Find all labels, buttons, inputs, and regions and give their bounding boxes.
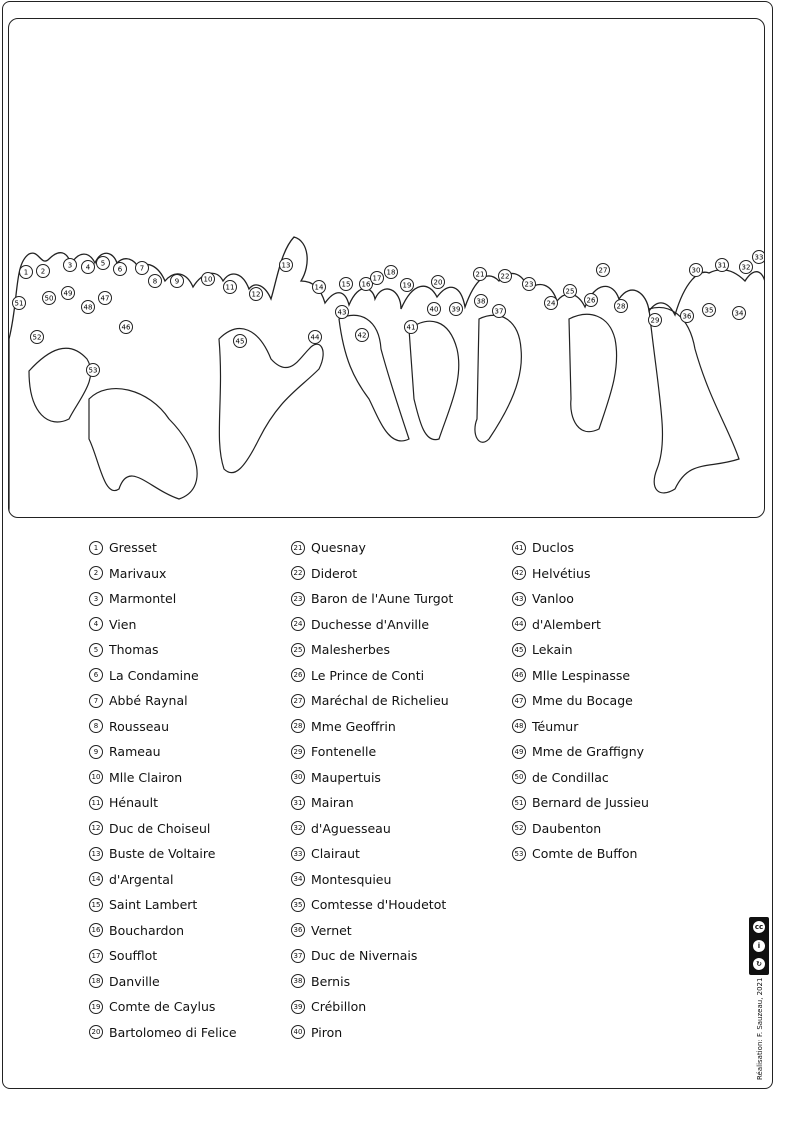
legend-name: Vanloo — [532, 591, 574, 607]
marker-number: 15 — [341, 280, 351, 289]
legend-number: 22 — [291, 566, 305, 580]
marker-number: 30 — [691, 266, 701, 275]
legend-number: 33 — [291, 847, 305, 861]
legend-name: Comte de Buffon — [532, 846, 638, 862]
legend-item — [291, 535, 453, 561]
legend-item — [512, 714, 649, 740]
marker-number: 42 — [357, 331, 367, 340]
legend-item — [89, 994, 237, 1020]
marker-number: 2 — [40, 267, 46, 276]
legend-name: Mlle Lespinasse — [532, 667, 631, 683]
legend-item — [512, 688, 649, 714]
legend-item — [89, 637, 237, 663]
legend-name: Daubenton — [532, 820, 602, 836]
marker-number: 5 — [100, 259, 106, 268]
legend-item — [291, 994, 453, 1020]
legend-name: Hénault — [109, 795, 158, 811]
legend-name: Danville — [109, 973, 160, 989]
legend-number: 25 — [291, 643, 305, 657]
marker-number: 31 — [717, 261, 727, 270]
marker-number: 22 — [500, 272, 510, 281]
legend-item — [512, 586, 649, 612]
marker-number: 6 — [117, 265, 123, 274]
legend-number: 9 — [89, 745, 103, 759]
legend-item — [291, 765, 453, 791]
legend-number: 14 — [89, 872, 103, 886]
marker-number: 49 — [63, 289, 73, 298]
marker-number: 37 — [494, 307, 504, 316]
silhouettes-drawing — [9, 19, 765, 518]
legend-name: Gresset — [109, 540, 157, 556]
legend-item — [512, 765, 649, 791]
marker-number: 46 — [121, 323, 131, 332]
marker-number: 39 — [451, 305, 461, 314]
cc-license-badge — [749, 917, 769, 975]
legend-number: 21 — [291, 541, 305, 555]
legend-number: 31 — [291, 796, 305, 810]
legend-name: Diderot — [311, 565, 358, 581]
legend-name: Duchesse d'Anville — [311, 616, 430, 632]
legend-item — [512, 561, 649, 587]
legend-number: 49 — [512, 745, 526, 759]
legend-item — [512, 663, 649, 689]
marker-number: 14 — [314, 283, 324, 292]
marker-number: 24 — [546, 299, 556, 308]
legend-item — [291, 943, 453, 969]
legend-name: Bernis — [311, 973, 351, 989]
legend-number: 36 — [291, 923, 305, 937]
legend-number: 44 — [512, 617, 526, 631]
legend-item — [512, 816, 649, 842]
legend-number: 38 — [291, 974, 305, 988]
marker-number: 41 — [406, 323, 416, 332]
legend-item — [291, 841, 453, 867]
legend-item — [89, 867, 237, 893]
marker-number: 12 — [251, 290, 261, 299]
legend-name: Téumur — [532, 718, 579, 734]
marker-number: 27 — [598, 266, 608, 275]
legend-item — [89, 739, 237, 765]
legend-item — [291, 790, 453, 816]
legend-name: Bartolomeo di Felice — [109, 1024, 237, 1040]
marker-number: 18 — [386, 268, 396, 277]
marker-number: 7 — [139, 264, 145, 273]
legend-item — [89, 790, 237, 816]
legend-item — [291, 663, 453, 689]
legend-item — [291, 586, 453, 612]
legend-name: d'Argental — [109, 871, 174, 887]
legend-item — [512, 739, 649, 765]
marker-number: 34 — [734, 309, 744, 318]
marker-number: 29 — [650, 316, 660, 325]
legend-number: 51 — [512, 796, 526, 810]
legend-number: 35 — [291, 898, 305, 912]
legend-number: 52 — [512, 821, 526, 835]
marker-number: 32 — [741, 263, 751, 272]
legend-name: Rameau — [109, 744, 161, 760]
legend-item — [89, 969, 237, 995]
legend-item — [291, 969, 453, 995]
legend-item — [512, 637, 649, 663]
legend-name: Marmontel — [109, 591, 177, 607]
marker-number: 26 — [586, 296, 596, 305]
legend-item — [291, 612, 453, 638]
legend-number: 27 — [291, 694, 305, 708]
legend-number: 46 — [512, 668, 526, 682]
marker-number: 53 — [88, 366, 98, 375]
marker-number: 8 — [152, 277, 158, 286]
legend-name: Montesquieu — [311, 871, 392, 887]
legend-name: d'Aguesseau — [311, 820, 391, 836]
legend-name: d'Alembert — [532, 616, 601, 632]
legend-item — [89, 561, 237, 587]
legend-name: Bernard de Jussieu — [532, 795, 649, 811]
legend-item — [291, 867, 453, 893]
legend-name: Vernet — [311, 922, 352, 938]
legend-name: Maupertuis — [311, 769, 381, 785]
legend-name: Soufflot — [109, 948, 158, 964]
legend-name: Mme du Bocage — [532, 693, 633, 709]
legend-column-3 — [512, 535, 649, 867]
legend-name: Maréchal de Richelieu — [311, 693, 449, 709]
legend-name: Vien — [109, 616, 137, 632]
legend-name: Duc de Nivernais — [311, 948, 418, 964]
legend-name: Fontenelle — [311, 744, 377, 760]
legend-column-2 — [291, 535, 453, 1045]
legend-number: 32 — [291, 821, 305, 835]
legend-number: 48 — [512, 719, 526, 733]
legend-number: 28 — [291, 719, 305, 733]
legend-name: Mme de Graffigny — [532, 744, 645, 760]
marker-number: 38 — [476, 297, 486, 306]
legend-number: 10 — [89, 770, 103, 784]
legend-number: 29 — [291, 745, 305, 759]
legend-name: Abbé Raynal — [109, 693, 188, 709]
legend-number: 39 — [291, 1000, 305, 1014]
legend-number: 3 — [89, 592, 103, 606]
legend-item — [89, 816, 237, 842]
legend-number: 24 — [291, 617, 305, 631]
legend-number: 17 — [89, 949, 103, 963]
marker-number: 51 — [14, 299, 24, 308]
marker-number: 16 — [361, 280, 371, 289]
marker-number: 47 — [100, 294, 110, 303]
marker-number: 50 — [44, 294, 54, 303]
marker-number: 45 — [235, 337, 245, 346]
marker-number: 1 — [23, 268, 29, 277]
marker-number: 35 — [704, 306, 714, 315]
legend-item — [89, 892, 237, 918]
legend-item — [89, 918, 237, 944]
legend-item — [291, 739, 453, 765]
marker-number: 20 — [433, 278, 443, 287]
legend-name: Quesnay — [311, 540, 366, 556]
legend-name: Duclos — [532, 540, 575, 556]
legend-number: 26 — [291, 668, 305, 682]
marker-number: 52 — [32, 333, 42, 342]
marker-number: 10 — [203, 275, 213, 284]
legend-number: 19 — [89, 1000, 103, 1014]
legend-item — [512, 790, 649, 816]
legend-number: 53 — [512, 847, 526, 861]
legend-number: 12 — [89, 821, 103, 835]
legend-name: Mairan — [311, 795, 354, 811]
legend-name: Buste de Voltaire — [109, 846, 216, 862]
marker-number: 19 — [402, 281, 412, 290]
legend-item — [512, 612, 649, 638]
marker-number: 17 — [372, 274, 382, 283]
legend-number: 34 — [291, 872, 305, 886]
legend-number: 20 — [89, 1025, 103, 1039]
legend-number: 16 — [89, 923, 103, 937]
legend-name: La Condamine — [109, 667, 199, 683]
legend-item — [291, 561, 453, 587]
marker-number: 33 — [754, 253, 764, 262]
legend-item — [89, 612, 237, 638]
legend-name: Thomas — [109, 642, 159, 658]
legend-name: Helvétius — [532, 565, 591, 581]
marker-number: 28 — [616, 302, 626, 311]
legend-item — [89, 714, 237, 740]
legend-item — [89, 765, 237, 791]
legend-item — [291, 892, 453, 918]
marker-number: 40 — [429, 305, 439, 314]
marker-number: 13 — [281, 261, 291, 270]
legend-item — [89, 943, 237, 969]
sa-icon: ↻ — [752, 957, 766, 971]
legend-item — [291, 918, 453, 944]
legend-name: Piron — [311, 1024, 343, 1040]
legend-item — [291, 688, 453, 714]
legend-name: Comte de Caylus — [109, 999, 216, 1015]
legend-item — [89, 841, 237, 867]
legend-number: 42 — [512, 566, 526, 580]
legend-item — [512, 535, 649, 561]
marker-number: 25 — [565, 287, 575, 296]
legend-item — [89, 688, 237, 714]
legend-column-1 — [89, 535, 237, 1045]
legend-name: Le Prince de Conti — [311, 667, 425, 683]
legend-number: 43 — [512, 592, 526, 606]
legend-item — [291, 1020, 453, 1046]
legend-number: 6 — [89, 668, 103, 682]
legend-item — [89, 586, 237, 612]
figure-outline-scene — [8, 18, 765, 518]
legend-item — [89, 535, 237, 561]
marker-number: 21 — [475, 270, 485, 279]
legend-name: Lekain — [532, 642, 573, 658]
marker-number: 11 — [225, 283, 235, 292]
legend-number: 41 — [512, 541, 526, 555]
legend-number: 1 — [89, 541, 103, 555]
legend-number: 50 — [512, 770, 526, 784]
legend-number: 5 — [89, 643, 103, 657]
marker-number: 9 — [174, 277, 180, 286]
marker-number: 3 — [67, 261, 73, 270]
legend-number: 18 — [89, 974, 103, 988]
legend-number: 45 — [512, 643, 526, 657]
legend-name: Duc de Choiseul — [109, 820, 211, 836]
legend-name: Crébillon — [311, 999, 367, 1015]
credit-text: Réalisation: F. Sauzeau, 2021 — [756, 977, 764, 1080]
marker-number: 44 — [310, 333, 320, 342]
legend-name: Rousseau — [109, 718, 169, 734]
legend-number: 37 — [291, 949, 305, 963]
legend-name: de Condillac — [532, 769, 609, 785]
marker-number: 48 — [83, 303, 93, 312]
cc-icon: cc — [752, 920, 766, 934]
legend-item — [291, 816, 453, 842]
legend-name: Comtesse d'Houdetot — [311, 897, 447, 913]
legend-name: Clairaut — [311, 846, 360, 862]
legend-number: 15 — [89, 898, 103, 912]
legend-item — [291, 637, 453, 663]
legend-number: 40 — [291, 1025, 305, 1039]
legend-item — [89, 663, 237, 689]
legend-item — [89, 1020, 237, 1046]
legend-name: Malesherbes — [311, 642, 391, 658]
marker-number: 43 — [337, 308, 347, 317]
legend-name: Bouchardon — [109, 922, 185, 938]
legend-name: Mme Geoffrin — [311, 718, 396, 734]
marker-number: 4 — [85, 263, 91, 272]
by-icon: i — [752, 939, 766, 953]
legend-name: Saint Lambert — [109, 897, 198, 913]
marker-number: 36 — [682, 312, 692, 321]
legend-number: 8 — [89, 719, 103, 733]
marker-number: 23 — [524, 280, 534, 289]
legend-number: 11 — [89, 796, 103, 810]
legend-item — [512, 841, 649, 867]
legend-number: 23 — [291, 592, 305, 606]
legend-name: Baron de l'Aune Turgot — [311, 591, 454, 607]
legend-number: 47 — [512, 694, 526, 708]
legend-item — [291, 714, 453, 740]
legend-number: 4 — [89, 617, 103, 631]
legend-number: 7 — [89, 694, 103, 708]
legend-name: Marivaux — [109, 565, 167, 581]
legend-number: 13 — [89, 847, 103, 861]
legend-name: Mlle Clairon — [109, 769, 183, 785]
legend-number: 2 — [89, 566, 103, 580]
legend-number: 30 — [291, 770, 305, 784]
